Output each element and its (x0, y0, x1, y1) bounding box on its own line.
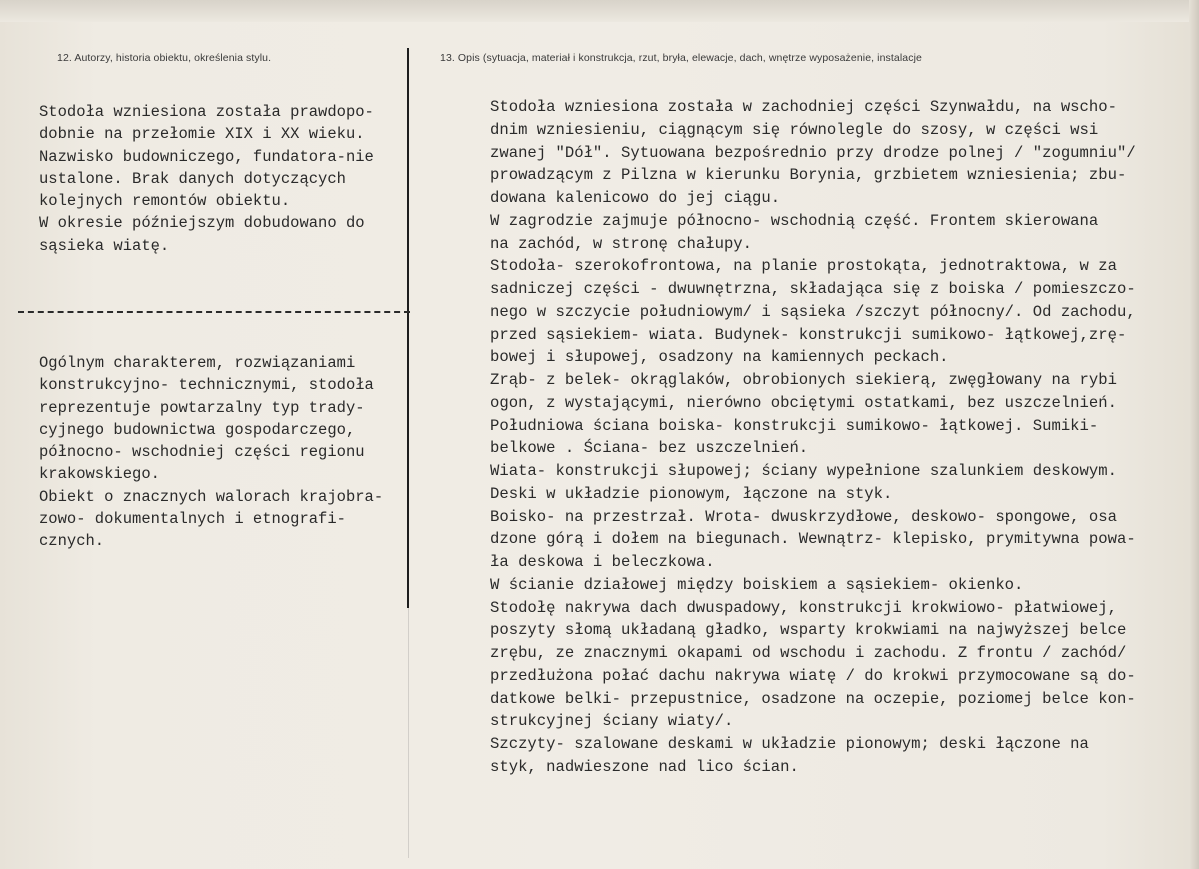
text-line: W ścianie działowej między boiskiem a sąsiekiem- okienko. (490, 575, 1024, 594)
style-assessment-text (39, 352, 383, 553)
text-line: dzone górą i dołem na biegunach. Wewnątrz- klepisko, prymitywna powa- (490, 530, 1136, 549)
text-line: konstrukcyjno- technicznymi, stodoła (39, 376, 374, 395)
text-line: reprezentuje powtarzalny typ trady- (39, 398, 365, 417)
text-line: datkowe belki- przepustnice, osadzone na oczepie, poziomej belce kon- (490, 689, 1136, 708)
text-line: prowadzącym z Pilzna w kierunku Borynia, grzbietem wzniesienia; zbu- (490, 166, 1127, 185)
text-line: na zachód, w stronę chałupy. (490, 234, 753, 253)
text-line: północno- wschodniej części regionu (39, 443, 365, 462)
text-line: zwanej "Dół". Sytuowana bezpośrednio przy drodze polnej / "zogumniu"/ (490, 143, 1136, 162)
text-line: Ogólnym charakterem, rozwiązaniami (39, 354, 356, 372)
text-line: ogon, z wystającymi, nierówno obciętymi ostatkami, bez uszczelnień. (490, 393, 1117, 412)
text-line: dobnie na przełomie XIX i XX wieku. (39, 125, 365, 144)
text-line: sąsieka wiatę. (39, 236, 170, 255)
text-line: Wiata- konstrukcji słupowej; ściany wypełnione szalunkiem deskowym. (490, 462, 1117, 480)
description-text (490, 96, 1136, 779)
text-line: Stodoła wzniesiona została w zachodniej części Szynwałdu, na wscho- (490, 98, 1117, 116)
text-line: zowo- dokumentalnych i etnografi- (39, 510, 346, 529)
column-divider (407, 48, 409, 608)
text-line: Stodoła wzniesiona została prawdopo- (39, 103, 374, 121)
text-line: W okresie późniejszym dobudowano do (39, 214, 365, 233)
text-line: zrębu, ze znacznymi okapami od wschodu i zachodu. Z frontu / zachód/ (490, 644, 1127, 662)
text-line: dnim wzniesieniu, ciągnącym się równolegle do szosy, w części wsi (490, 120, 1099, 139)
text-line: kolejnych remontów obiektu. (39, 192, 291, 211)
text-line: ustalone. Brak danych dotyczących (39, 169, 346, 188)
text-line: przedłużona połać dachu nakrywa wiatę / do krokwi przymocowane są do- (490, 666, 1136, 685)
text-line: przed sąsiekiem- wiata. Budynek- konstrukcji sumikowo- łątkowej,zrę- (490, 325, 1127, 344)
section-13-header: 13. Opis (sytuacja, materiał i konstrukcja, rzut, bryła, elewacje, dach, wnętrze wyposażenie, instalacje (440, 52, 922, 64)
text-line: ła deskowa i beleczkowa. (490, 553, 715, 571)
text-line: krakowskiego. (39, 465, 160, 484)
text-line: Szczyty- szalowane deskami w układzie pionowym; deski łączone na (490, 735, 1089, 753)
section-separator (18, 311, 410, 313)
text-line: Zrąb- z belek- okrąglaków, obrobionych siekierą, zwęgłowany na rybi (490, 371, 1117, 389)
text-line: styk, nadwieszone nad lico ścian. (490, 757, 799, 776)
text-line: belkowe . Ściana- bez uszczelnień. (490, 439, 809, 458)
column-divider-faint (408, 608, 409, 858)
text-line: Deski w układzie pionowym, łączone na styk. (490, 484, 893, 503)
text-line: cyjnego budownictwa gospodarczego, (39, 420, 356, 439)
text-line: Nazwisko budowniczego, fundatora-nie (39, 147, 374, 166)
scan-top-edge (0, 0, 1199, 22)
text-line: nego w szczycie południowym/ i sąsieka /szczyt północny/. Od zachodu, (490, 302, 1136, 321)
text-line: cznych. (39, 532, 105, 551)
text-line: Obiekt o znacznych walorach krajobra- (39, 487, 384, 506)
text-line: strukcyjnej ściany wiaty/. (490, 712, 734, 731)
section-12-header: 12. Autorzy, historia obiektu, określenia stylu. (57, 52, 272, 64)
text-line: Stodołę nakrywa dach dwuspadowy, konstrukcji krokwiowo- płatwiowej, (490, 598, 1117, 617)
text-line: bowej i słupowej, osadzony na kamiennych peckach. (490, 348, 949, 367)
text-line: poszyty słomą układaną gładko, wsparty krokwiami na najwyższej belce (490, 621, 1127, 640)
text-line: W zagrodzie zajmuje północno- wschodnią część. Frontem skierowana (490, 211, 1099, 230)
text-line: Stodoła- szerokofrontowa, na planie prostokąta, jednotraktowa, w za (490, 257, 1117, 276)
history-text (39, 101, 374, 257)
text-line: dowana kalenicowo do jej ciągu. (490, 189, 781, 207)
scan-right-edge (1189, 0, 1199, 869)
text-line: Południowa ściana boiska- konstrukcji sumikowo- łątkowej. Sumiki- (490, 416, 1099, 435)
text-line: Boisko- na przestrzał. Wrota- dwuskrzydłowe, deskowo- spongowe, osa (490, 507, 1117, 526)
text-line: sadniczej części - dwuwnętrzna, składająca się z boiska / pomieszczo- (490, 280, 1136, 298)
